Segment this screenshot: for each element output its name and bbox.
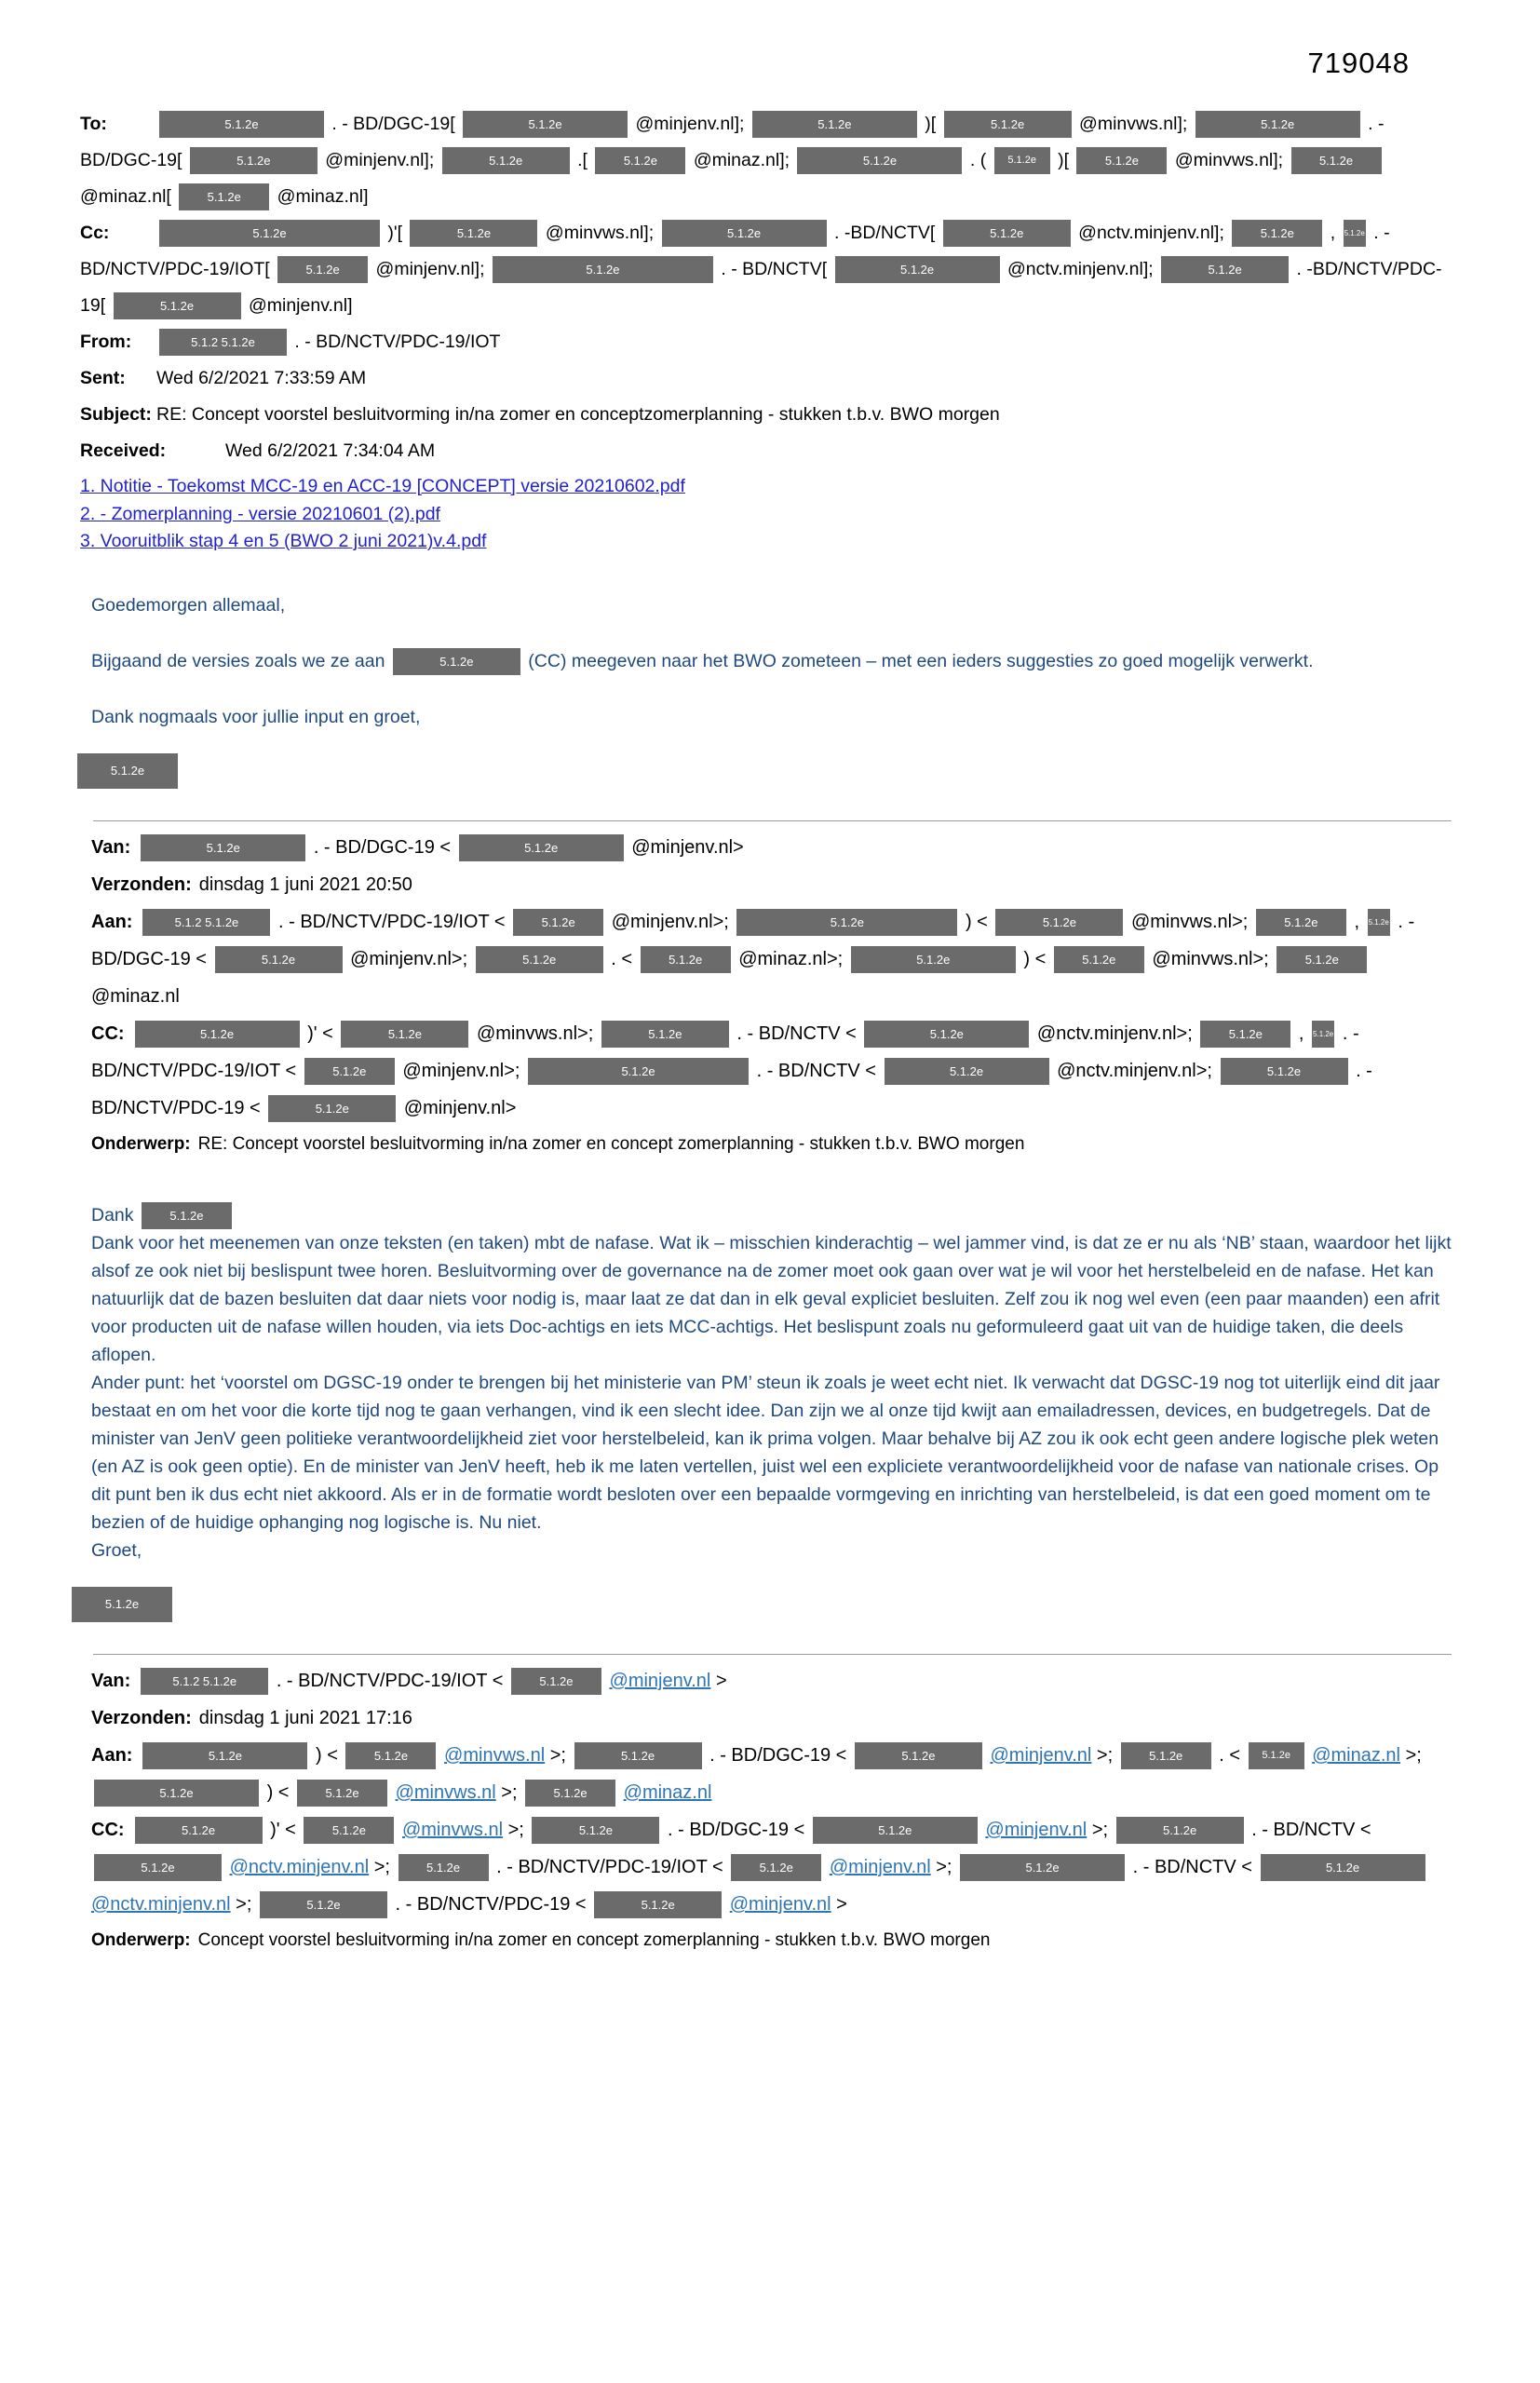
text-segment: >; [236, 1894, 252, 1916]
redaction-box: 5.1.2e [994, 147, 1050, 174]
text-segment: . - BD/NCTV/PDC-19 [395, 1894, 571, 1916]
verzonden-value: dinsdag 1 juni 2021 17:16 [198, 1708, 412, 1729]
redaction-box: 5.1.2e [1312, 1021, 1334, 1048]
text-segment: . - BD/DGC-19 < [313, 836, 452, 858]
header-row-received [80, 433, 1452, 469]
q2-row-verzonden [91, 1699, 1452, 1737]
text-segment: @minvws.nl]; [545, 223, 655, 243]
q2-row-cc [91, 1811, 1452, 1923]
divider-line [93, 820, 1452, 821]
text-segment: >; [549, 1745, 566, 1767]
text-segment: @minaz.nl>; [738, 948, 844, 969]
text-segment: (CC) meegeven naar het BWO zometeen – met een ieders suggesties zo goed mogelijk verwerkt. [528, 650, 1314, 671]
redaction-box: 5.1.2e [463, 111, 628, 138]
text-segment: , [1354, 911, 1359, 932]
q2-row-onderwerp [91, 1927, 1452, 1955]
aan-recipients [91, 912, 1414, 1007]
text-segment: @minjenv.nl]; [635, 114, 745, 134]
q1-row-aan [91, 903, 1452, 1015]
from-label: From: [80, 332, 132, 352]
body-paragraph-attachments [91, 647, 1452, 675]
signature-redaction-quoted1 [69, 1587, 1452, 1622]
text-segment: @minjenv.nl> [631, 836, 744, 858]
document-number: 719048 [1307, 47, 1410, 79]
redaction-box: 5.1.2e [595, 147, 685, 174]
redaction-box: 5.1.2e [851, 946, 1016, 973]
cc-label: CC: [91, 1820, 125, 1841]
sent-label: Sent: [80, 368, 126, 388]
to-label: To: [80, 114, 107, 134]
text-segment: . - BD/NCTV[ [721, 259, 828, 279]
email-address-link[interactable]: @minvws.nl [395, 1782, 496, 1804]
van-label: Van: [91, 836, 131, 858]
subject-value: RE: Concept voorstel besluitvorming in/na zomer en conceptzomerplanning - stukken t.b.v. BWO morgen [156, 404, 1000, 425]
redaction-box: 5.1.2e [135, 1021, 300, 1048]
cc-recipients [80, 223, 1442, 316]
text-segment: , [1298, 1022, 1304, 1044]
redaction-box: 5.1.2e [179, 183, 269, 210]
redaction-box: 5.1.2e [532, 1817, 659, 1844]
text-segment: >; [507, 1820, 524, 1841]
text-segment: Dank [91, 1204, 134, 1225]
redaction-box: 5.1.2e [944, 111, 1072, 138]
redaction-box: 5.1.2e [885, 1058, 1049, 1085]
redaction-box: 5.1.2e [1054, 946, 1144, 973]
redaction-box: 5.1.2e [864, 1021, 1029, 1048]
redaction-box: 5.1.2e [268, 1095, 396, 1122]
van-value [138, 1671, 726, 1691]
text-segment: . - BD/NCTV [756, 1060, 860, 1081]
redaction-box: 5.1.2e [1368, 909, 1390, 936]
redaction-box: 5.1.2e [341, 1021, 468, 1048]
text-segment: . - BD/NCTV/PDC-19/IOT < [496, 1857, 723, 1878]
text-segment: @minvws.nl>; [1130, 911, 1249, 932]
text-segment: . -BD/DGC-19[ [80, 114, 1385, 170]
blank-page-space [80, 1955, 1452, 2309]
text-segment: @minjenv.nl> [403, 1097, 517, 1118]
redaction-box: 5.1.2e [459, 834, 624, 861]
text-segment: < [1034, 948, 1047, 969]
text-segment: @minvws.nl>; [476, 1022, 594, 1044]
text-segment: . - BD/NCTV/PDC-19/IOT < [276, 1671, 504, 1692]
redaction-box: 5.1.2e [1249, 1742, 1304, 1769]
email-address-link[interactable]: @minjenv.nl [990, 1745, 1092, 1767]
text-segment: . - BD/NCTV/PDC-19 < [91, 1060, 1372, 1118]
text-segment: . - BD/NCTV < [1132, 1857, 1252, 1878]
quoted-email-2-header [91, 1662, 1452, 1955]
text-segment: . -BD/NCTV/PDC-19[ [80, 259, 1442, 316]
email-address-link[interactable]: @minvws.nl [444, 1745, 546, 1767]
quoted-email-2 [80, 1654, 1452, 1955]
redaction-box: 5.1.2e [442, 147, 570, 174]
text-segment: @minjenv.nl]; [325, 150, 435, 170]
attachment-link-2[interactable]: 2. - Zomerplanning - versie 20210601 (2).pdf [80, 503, 440, 524]
redaction-box: 5.1.2 5.1.2e [142, 909, 270, 936]
redaction-box: 5.1.2e [835, 256, 1000, 283]
van-value [138, 837, 744, 858]
text-segment: ) < [316, 1745, 338, 1767]
sent-value: Wed 6/2/2021 7:33:59 AM [156, 368, 367, 388]
onderwerp-label: Onderwerp: [91, 1930, 191, 1951]
text-segment: Bijgaand de versies zoals we ze aan [91, 650, 385, 671]
text-segment: . < [611, 948, 633, 969]
text-segment: . - BD/DGC-19 < [709, 1745, 847, 1767]
from-value [156, 332, 500, 352]
redaction-box: 5.1.2e [511, 1668, 601, 1695]
text-segment: @minvws.nl]; [1174, 150, 1284, 170]
text-segment: @minaz.nl]; [693, 150, 790, 170]
text-segment: @nctv.minjenv.nl]; [1006, 259, 1154, 279]
redaction-box: 5.1.2e [525, 1780, 615, 1807]
attachment-link-3[interactable]: 3. Vooruitblik stap 4 en 5 (BWO 2 juni 2021)v.4.pdf [80, 531, 487, 551]
text-segment: )'[ [387, 223, 403, 243]
redaction-box: 5.1.2e [1076, 147, 1167, 174]
signature-redaction-top [74, 753, 1452, 789]
redaction-box: 5.1.2e [1256, 909, 1346, 936]
redaction-box: 5.1.2e [345, 1742, 436, 1769]
header-row-sent [80, 360, 1452, 397]
text-segment: )[ [925, 114, 937, 134]
redaction-box: 5.1.2e [476, 946, 603, 973]
email-address-link[interactable]: @minaz.nl [1312, 1745, 1400, 1767]
van-label: Van: [91, 1671, 131, 1692]
text-segment: . - BD/DGC-19 < [668, 1820, 805, 1841]
onderwerp-value: Concept voorstel besluitvorming in/na zomer en concept zomerplanning - stukken t.b.v. BWO morgen [197, 1930, 991, 1951]
redaction-box: 5.1.2e [159, 220, 380, 247]
redaction-box: 5.1.2e [960, 1854, 1125, 1881]
text-segment: @minjenv.nl>; [350, 948, 468, 969]
redaction-box: 5.1.2e [736, 909, 957, 936]
email-address-link[interactable]: @nctv.minjenv.nl [229, 1857, 370, 1878]
verzonden-value: dinsdag 1 juni 2021 20:50 [198, 873, 412, 895]
divider-line [93, 1654, 1452, 1655]
text-segment: . -BD/NCTV/PDC-19/IOT[ [80, 223, 1390, 279]
quoted-email-1 [80, 820, 1452, 1622]
redaction-box: 5.1.2e [277, 256, 368, 283]
email-address-link[interactable]: @minjenv.nl [729, 1894, 831, 1916]
aan-label: Aan: [91, 1745, 133, 1767]
header-row-cc [80, 215, 1452, 324]
redaction-box: 5.1.2e [77, 753, 178, 789]
redaction-box: 5.1.2e [1232, 220, 1322, 247]
redaction-box: 5.1.2e [662, 220, 827, 247]
redaction-box: 5.1.2e [1161, 256, 1289, 283]
redaction-box: 5.1.2e [142, 1742, 307, 1769]
redaction-box: 5.1.2e [574, 1742, 702, 1769]
redaction-box: 5.1.2e [797, 147, 962, 174]
text-segment: )' < [270, 1820, 296, 1841]
text-segment: @minvws.nl]; [1079, 114, 1188, 134]
text-segment: )' < [307, 1022, 333, 1044]
redaction-box: 5.1.2e [114, 292, 241, 319]
text-segment: @minjenv.nl>; [402, 1060, 520, 1081]
redaction-box: 5.1.2e [94, 1780, 259, 1807]
thanks-text: Dank nogmaals voor jullie input en groet, [91, 706, 421, 727]
redaction-box: 5.1.2e [731, 1854, 821, 1881]
redaction-box: 5.1.2e [304, 1058, 395, 1085]
q2-row-aan [91, 1737, 1452, 1811]
text-segment: . -BD/NCTV[ [833, 223, 936, 243]
onderwerp-value: RE: Concept voorstel besluitvorming in/na zomer en concept zomerplanning - stukken t.b.v. BWO morgen [197, 1133, 1025, 1154]
cc-recipients [91, 1820, 1428, 1915]
quoted-email-1-body [91, 1201, 1452, 1564]
q1-row-verzonden [91, 866, 1452, 903]
redaction-box: 5.1.2e [752, 111, 917, 138]
redaction-box: 5.1.2e [1261, 1854, 1425, 1881]
aan-label: Aan: [91, 911, 133, 932]
text-segment: . - BD/NCTV/PDC-19/IOT < [278, 911, 506, 932]
text-segment: .[ [577, 150, 588, 170]
text-segment: > [836, 1894, 847, 1916]
text-segment: . - BD/NCTV < [736, 1022, 857, 1044]
email-address-link[interactable]: @nctv.minjenv.nl [91, 1894, 231, 1916]
message-body-top [91, 591, 1452, 731]
redaction-box: 5.1.2e [1200, 1021, 1290, 1048]
redaction-box: 5.1.2e [141, 834, 305, 861]
greeting-text: Goedemorgen allemaal, [91, 594, 286, 616]
email-address-link[interactable]: @minaz.nl [623, 1782, 712, 1804]
text-segment: @minaz.nl [91, 985, 180, 1007]
redaction-box: 5.1.2e [1291, 147, 1382, 174]
text-segment: . [969, 150, 976, 170]
redaction-box: 5.1.2e [813, 1817, 978, 1844]
body-paragraph-2: Ander punt: het ‘voorstel om DGSC-19 onder te brengen bij het ministerie van PM’ steun ik zoals je weet echt niet. Ik verwacht dat DGSC-19 nog tot uiterlijk eind dit jaar bestaat en om het voor die korte tijd nog te gaan verhangen, vind ik een slecht idee. Dan zijn we al onze tijd kwijt aan emailadressen, devices, en budgetregels. Dat de minister van JenV geen politieke verantwoordelijkheid ziet voor herstelbeleid, kan ik prima volgen. Maar behalve bij AZ zou ik ook echt geen andere logische plek weten (en AZ is ook geen optie). En de minister van JenV heeft, heb ik me laten vertellen, juist wel een expliciete verantwoordelijkheid voor de nafase van nationale crises. Op dit punt ben ik dus echt niet akkoord. Als er in de formatie wordt besloten over een bepaalde vormgeving en inrichting van herstelbeleid, is dat een goed moment om te bezien of de huidige ophanging nog logische is. Nu niet. [91, 1373, 1440, 1534]
header-row-from [80, 324, 1452, 360]
q1-row-cc [91, 1015, 1452, 1127]
q1-row-van [91, 829, 1452, 866]
attachment-link-1[interactable]: 1. Notitie - Toekomst MCC-19 en ACC-19 [CONCEPT] versie 20210602.pdf [80, 476, 685, 496]
text-segment: >; [373, 1857, 390, 1878]
verzonden-label: Verzonden: [91, 1708, 192, 1729]
cc-recipients [91, 1023, 1372, 1118]
text-segment: @nctv.minjenv.nl>; [1057, 1060, 1212, 1081]
redaction-box: 5.1.2 5.1.2e [141, 1668, 268, 1695]
redaction-box: 5.1.2e [159, 111, 324, 138]
email-address-link[interactable]: @minvws.nl [401, 1820, 504, 1841]
redaction-box: 5.1.2e [995, 909, 1123, 936]
redaction-box: 5.1.2e [260, 1891, 387, 1918]
redaction-box: 5.1.2e [135, 1817, 263, 1844]
text-segment: < [865, 1060, 876, 1081]
text-segment: @minaz.nl] [277, 186, 369, 207]
text-segment: @nctv.minjenv.nl]; [1078, 223, 1224, 243]
text-segment: . - BD/NCTV/PDC-19/IOT [294, 332, 501, 352]
redaction-box: 5.1.2e [72, 1587, 172, 1622]
text-segment: ) < [266, 1782, 290, 1804]
cc-label: CC: [91, 1022, 125, 1044]
email-header [80, 106, 1452, 469]
quoted-email-1-header [91, 829, 1452, 1158]
aan-recipients [91, 1745, 1422, 1803]
redaction-box: 5.1.2e [399, 1854, 489, 1881]
redaction-box: 5.1.2e [94, 1854, 222, 1881]
email-address-link[interactable]: @minjenv.nl [609, 1671, 711, 1692]
text-segment: ) [1023, 948, 1031, 969]
text-segment: @minvws.nl>; [1152, 948, 1269, 969]
text-segment: >; [501, 1782, 518, 1804]
text-segment: . - BD/NCTV < [1251, 1820, 1371, 1841]
cc-label: Cc: [80, 223, 110, 243]
text-segment: . - BD/DGC-19 < [91, 911, 1415, 969]
to-recipients [80, 114, 1385, 207]
text-segment: @minjenv.nl]; [375, 259, 485, 279]
text-segment: >; [1096, 1745, 1114, 1767]
text-segment: < [1229, 1745, 1241, 1767]
redaction-box: 5.1.2e [513, 909, 603, 936]
groet-text: Groet, [91, 1540, 142, 1562]
subject-label: Subject: [80, 404, 152, 425]
text-segment: < [574, 1894, 587, 1916]
text-segment: >; [1091, 1820, 1109, 1841]
verzonden-label: Verzonden: [91, 873, 192, 895]
header-row-subject [80, 397, 1452, 433]
redaction-box: 5.1.2e [304, 1817, 394, 1844]
redaction-box: 5.1.2e [297, 1780, 387, 1807]
text-segment: @minjenv.nl>; [611, 911, 729, 932]
redaction-box: 5.1.2e [1221, 1058, 1348, 1085]
received-label: Received: [80, 440, 167, 461]
text-segment: @nctv.minjenv.nl>; [1036, 1022, 1193, 1044]
email-address-link[interactable]: @minjenv.nl [829, 1857, 931, 1878]
text-segment: >; [1405, 1745, 1422, 1767]
redaction-box: 5.1.2 5.1.2e [159, 329, 287, 356]
email-address-link[interactable]: @minjenv.nl [985, 1820, 1087, 1841]
text-segment: >; [936, 1857, 952, 1878]
redaction-box: 5.1.2e [493, 256, 713, 283]
q2-row-van [91, 1662, 1452, 1699]
redaction-box: 5.1.2e [1196, 111, 1360, 138]
body-paragraph-1: Dank voor het meenemen van onze teksten (en taken) mbt de nafase. Wat ik – misschien kinderachtig – wel jammer vind, is dat ze er nu als ‘NB’ staan, waardoor het lijkt alsof ze ook niet bij beslispunt twee horen. Besluitvorming over de governance na de zomer moet ook gaan over wat je wil voor het herstelbeleid en de nafase. Het kan natuurlijk dat de bazen besluiten dat daar niets voor nodig is, maar laat ze dat dan in elk geval expliciet besluiten. Zelf zou ik nog wel even (een paar maanden) een afrit voor producten uit de nafase willen houden, via iets Doc-achtigs en iets MCC-achtigs. Het beslispunt zoals nu geformuleerd gaat uit van de huidige taken, die deels aflopen. [91, 1233, 1452, 1366]
onderwerp-label: Onderwerp: [91, 1133, 191, 1154]
received-value: Wed 6/2/2021 7:34:04 AM [225, 440, 436, 461]
header-row-to [80, 106, 1452, 215]
text-segment: . [1219, 1745, 1224, 1767]
text-segment: > [715, 1671, 727, 1692]
redaction-box: 5.1.2e [641, 946, 731, 973]
redaction-box: 5.1.2e [393, 648, 520, 675]
attachment-list [80, 473, 1452, 556]
redaction-box: 5.1.2e [601, 1021, 729, 1048]
text-segment: )[ [1058, 150, 1070, 170]
redaction-box: 5.1.2e [1344, 220, 1366, 247]
text-segment: , [1330, 223, 1336, 243]
redaction-box: 5.1.2e [1121, 1742, 1211, 1769]
text-segment: ) < [965, 911, 988, 932]
redaction-box: 5.1.2e [410, 220, 537, 247]
dank-line [91, 1201, 1452, 1229]
redaction-box: 5.1.2e [142, 1202, 232, 1229]
redaction-box: 5.1.2e [594, 1891, 722, 1918]
text-segment: . - BD/DGC-19[ [331, 114, 455, 134]
redaction-box: 5.1.2e [215, 946, 343, 973]
q1-row-onderwerp [91, 1131, 1452, 1158]
redaction-box: 5.1.2e [190, 147, 317, 174]
redaction-box: 5.1.2e [855, 1742, 982, 1769]
text-segment: . - BD/NCTV/PDC-19/IOT < [91, 1022, 1359, 1081]
text-segment: @minjenv.nl] [248, 295, 353, 316]
redaction-box: 5.1.2e [1277, 946, 1367, 973]
redaction-box: 5.1.2e [943, 220, 1071, 247]
redaction-box: 5.1.2e [1116, 1817, 1244, 1844]
text-segment: ( [979, 150, 987, 170]
redaction-box: 5.1.2e [528, 1058, 749, 1085]
text-segment: @minaz.nl[ [80, 186, 171, 207]
